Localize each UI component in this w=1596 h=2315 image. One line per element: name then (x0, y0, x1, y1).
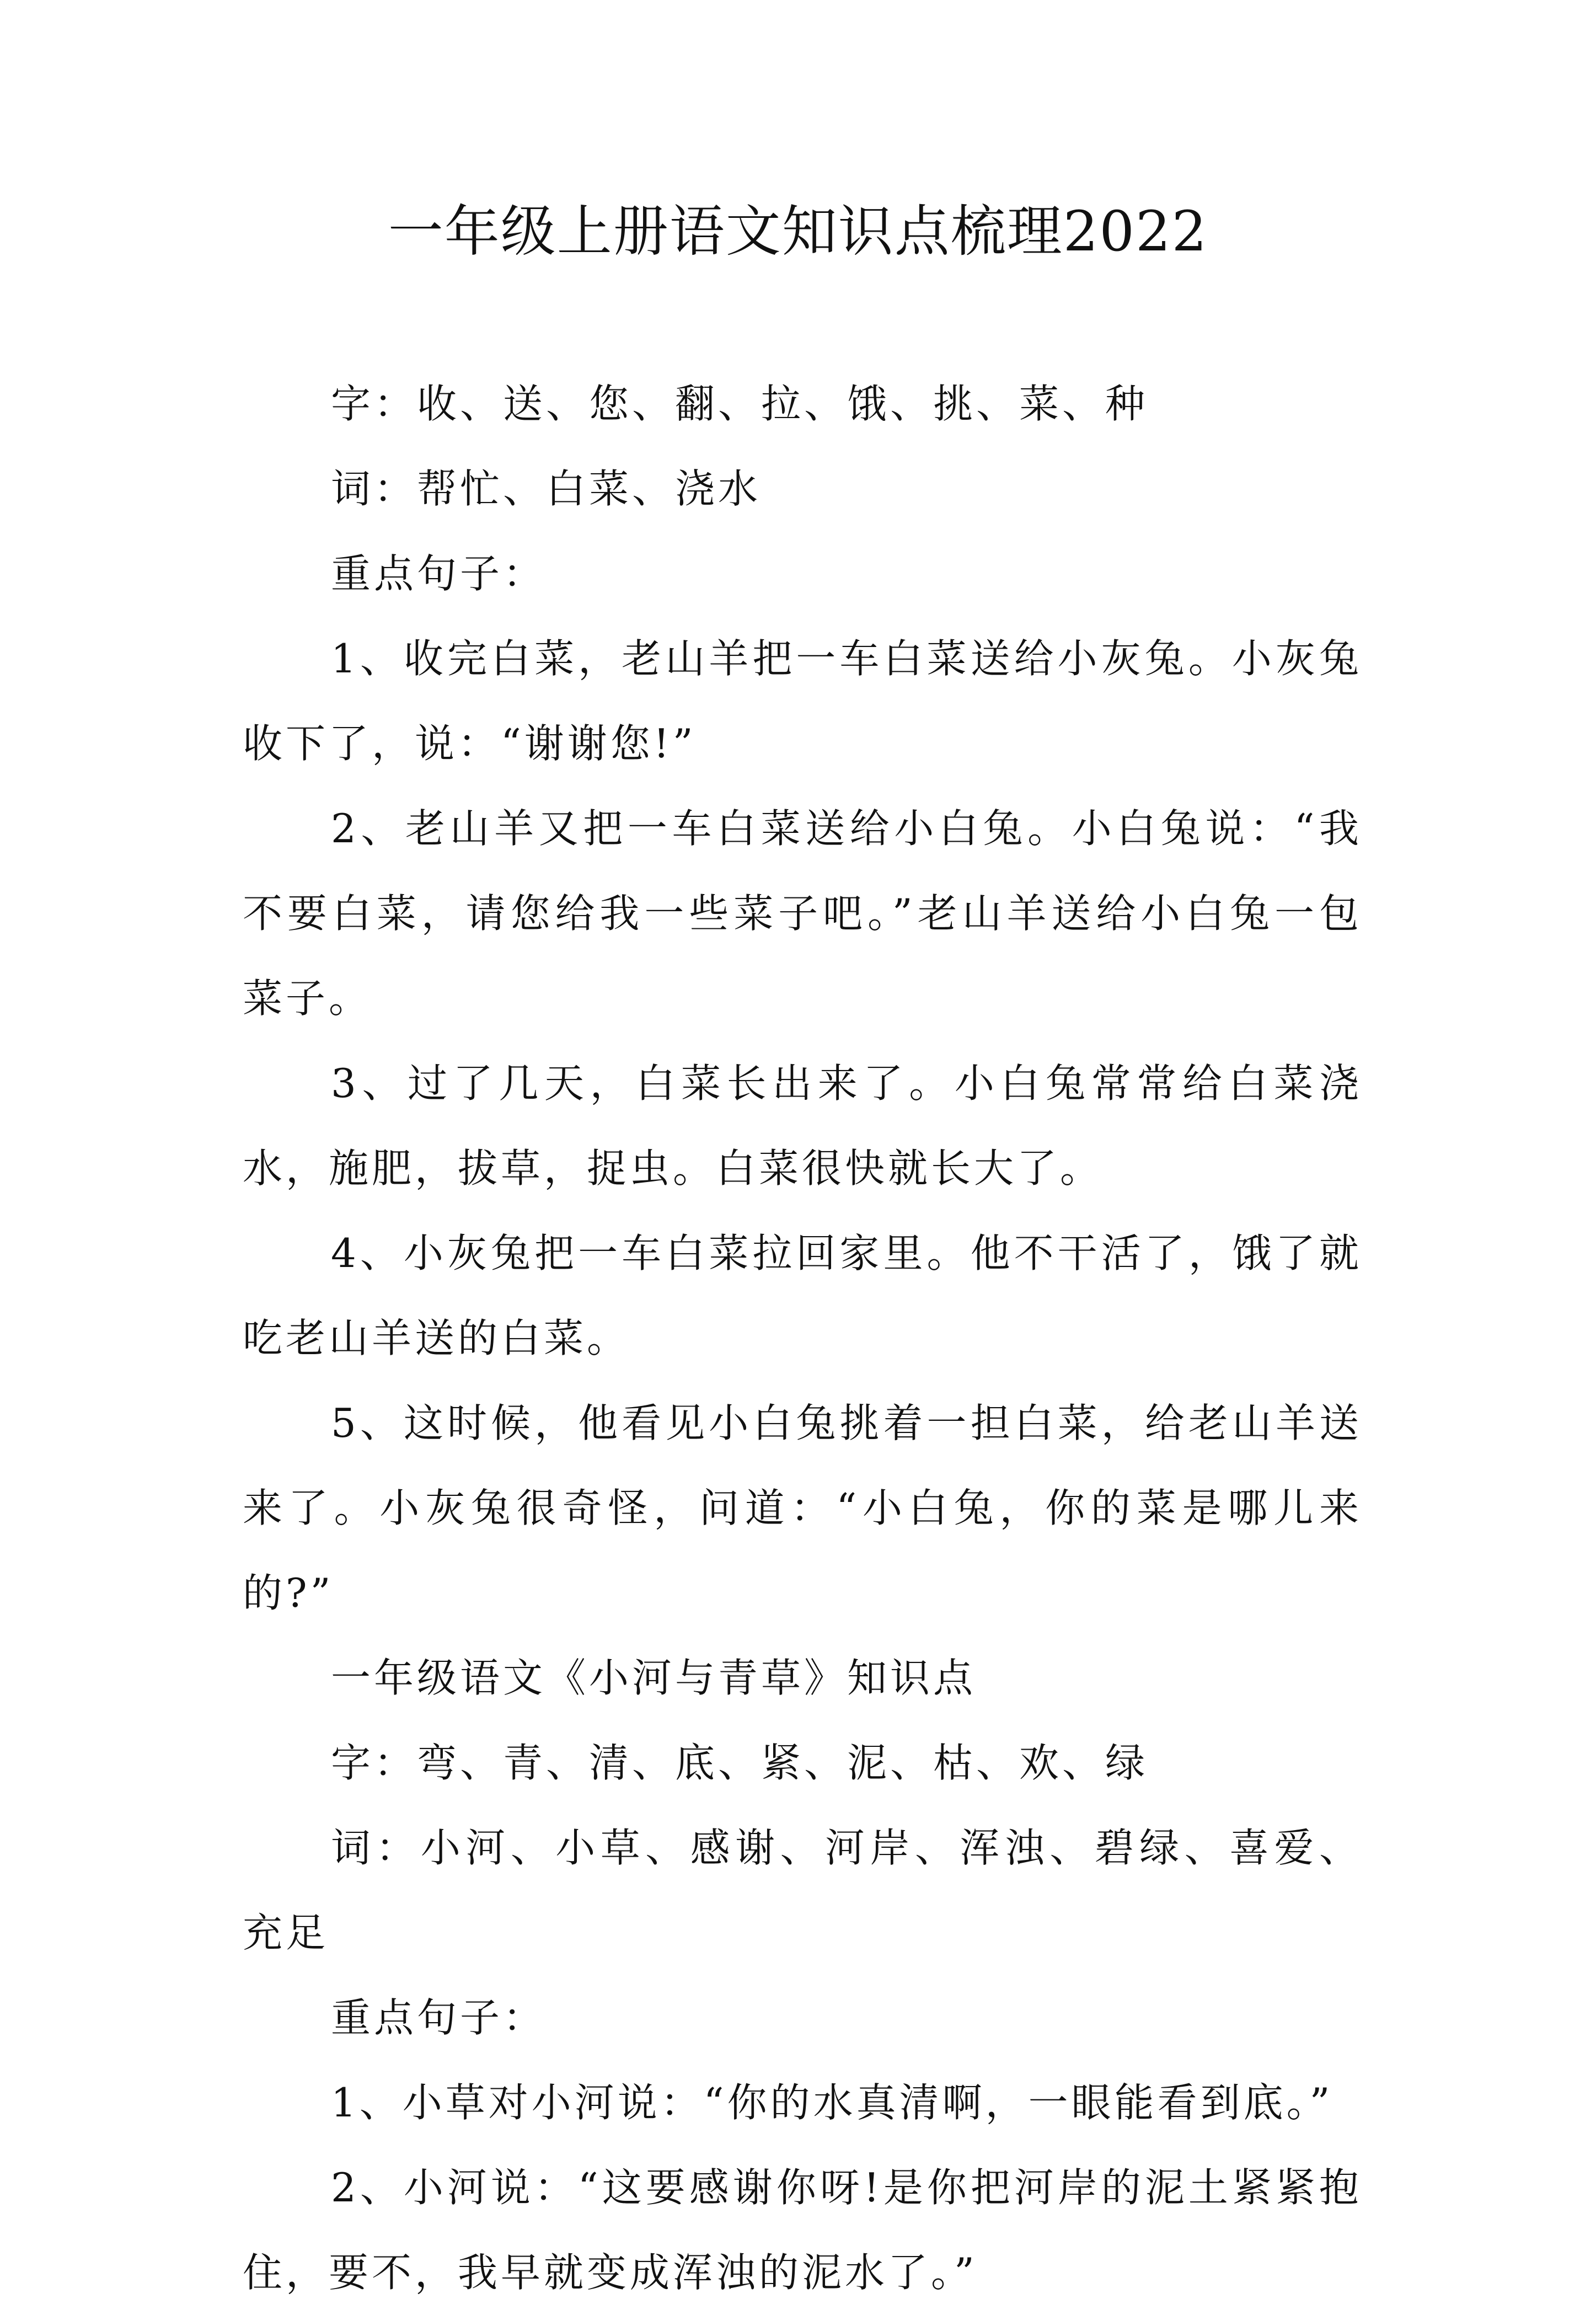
paragraph-sentence-4: 4、小灰兔把一车白菜拉回家里。他不干活了，饿了就吃老山羊送的白菜。 (243, 1230, 1362, 1361)
paragraph-characters-1: 字：收、送、您、翻、拉、饿、挑、菜、种 (331, 381, 1149, 427)
paragraph-sentence-5: 5、这时候，他看见小白兔挑着一担白菜，给老山羊送来了。小灰兔很奇怪，问道：“小白兔，你的菜是哪儿来的?” (243, 1400, 1362, 1616)
paragraph-sentence-7: 2、小河说：“这要感谢你呀!是你把河岸的泥土紧紧抱住，要不，我早就变成浑浊的泥水了。” (243, 2164, 1362, 2296)
paragraph-characters-2: 字：弯、青、清、底、紧、泥、枯、欢、绿 (331, 1740, 1149, 1786)
paragraph-sentence-6: 1、小草对小河说：“你的水真清啊，一眼能看到底。” (331, 2079, 1333, 2126)
paragraph-sentence-2: 2、老山羊又把一车白菜送给小白兔。小白兔说：“我不要白菜，请您给我一些菜子吧。”老山羊送给小白兔一包菜子。 (243, 805, 1362, 1022)
section-heading: 一年级语文《小河与青草》知识点 (331, 1655, 977, 1701)
document-body (243, 361, 1362, 2315)
paragraph-key-sentences-heading-2: 重点句子： (331, 1995, 547, 2041)
paragraph-key-sentences-heading-1: 重点句子： (331, 550, 547, 597)
paragraph-words-1: 词：帮忙、白菜、浇水 (331, 466, 762, 512)
document-title: 一年级上册语文知识点梳理2022 (388, 199, 1208, 264)
paragraph-words-2: 词：小河、小草、感谢、河岸、浑浊、碧绿、喜爱、充足 (243, 1825, 1362, 1956)
paragraph-sentence-3: 3、过了几天，白菜长出来了。小白兔常常给白菜浇水，施肥，拔草，捉虫。白菜很快就长大了。 (243, 1060, 1362, 1191)
paragraph-sentence-1: 1、收完白菜，老山羊把一车白菜送给小灰兔。小灰兔收下了，说：“谢谢您!” (243, 635, 1362, 767)
